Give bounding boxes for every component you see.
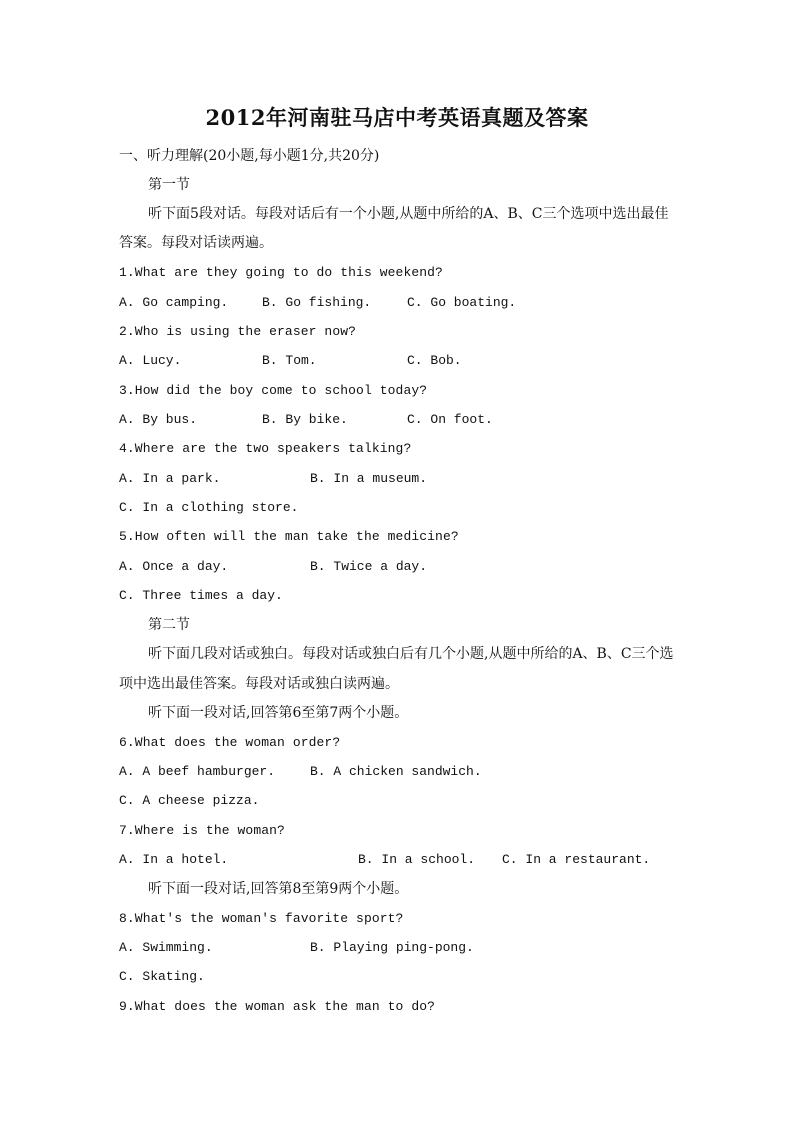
option-a: A. Swimming. <box>119 940 213 955</box>
option-b: B. Tom. <box>262 353 317 368</box>
document-title: 2012年河南驻马店中考英语真题及答案 <box>205 105 589 130</box>
option-a: A. In a hotel. <box>119 852 229 867</box>
option-c: C. Bob. <box>407 353 462 368</box>
question-3: 3.How did the boy come to school today? <box>119 383 428 398</box>
question-8: 8.What's the woman's favorite sport? <box>119 911 404 926</box>
group-instruction: 听下面一段对话,回答第6至第7两个小题。 <box>148 705 409 721</box>
option-a: A. In a park. <box>119 471 221 486</box>
instruction-text: 听下面几段对话或独白。每段对话或独白后有几个小题,从题中所给的A、B、C三个选 <box>148 646 674 662</box>
question-4: 4.Where are the two speakers talking? <box>119 441 412 456</box>
option-a: A. Lucy. <box>119 353 182 368</box>
option-a: A. Go camping. <box>119 295 229 310</box>
option-a: A. By bus. <box>119 412 198 427</box>
question-6: 6.What does the woman order? <box>119 735 341 750</box>
instruction-text: 答案。每段对话读两遍。 <box>119 235 273 251</box>
option-a: A. A beef hamburger. <box>119 764 276 779</box>
question-9: 9.What does the woman ask the man to do? <box>119 999 436 1014</box>
option-c: C. A cheese pizza. <box>119 793 260 808</box>
instruction-text: 听下面5段对话。每段对话后有一个小题,从题中所给的A、B、C三个选项中选出最佳 <box>148 206 669 222</box>
section-heading: 一、听力理解(20小题,每小题1分,共20分) <box>119 148 380 164</box>
question-2: 2.Who is using the eraser now? <box>119 324 357 339</box>
option-c: C. Three times a day. <box>119 588 283 603</box>
option-c: C. In a restaurant. <box>502 852 651 867</box>
part-heading: 第二节 <box>148 617 190 633</box>
option-c: C. In a clothing store. <box>119 500 299 515</box>
option-c: C. On foot. <box>407 412 493 427</box>
option-b: B. Playing ping-pong. <box>310 940 474 955</box>
option-b: B. In a school. <box>358 852 476 867</box>
option-b: B. Go fishing. <box>262 295 372 310</box>
option-b: B. In a museum. <box>310 471 428 486</box>
option-c: C. Skating. <box>119 969 205 984</box>
instruction-text: 项中选出最佳答案。每段对话或独白读两遍。 <box>119 676 399 692</box>
group-instruction: 听下面一段对话,回答第8至第9两个小题。 <box>148 881 409 897</box>
question-7: 7.Where is the woman? <box>119 823 285 838</box>
question-5: 5.How often will the man take the medicine? <box>119 529 459 544</box>
question-1: 1.What are they going to do this weekend? <box>119 265 443 280</box>
part-heading: 第一节 <box>148 177 190 193</box>
option-b: B. By bike. <box>262 412 348 427</box>
option-a: A. Once a day. <box>119 559 229 574</box>
option-b: B. A chicken sandwich. <box>310 764 482 779</box>
option-b: B. Twice a day. <box>310 559 428 574</box>
option-c: C. Go boating. <box>407 295 517 310</box>
